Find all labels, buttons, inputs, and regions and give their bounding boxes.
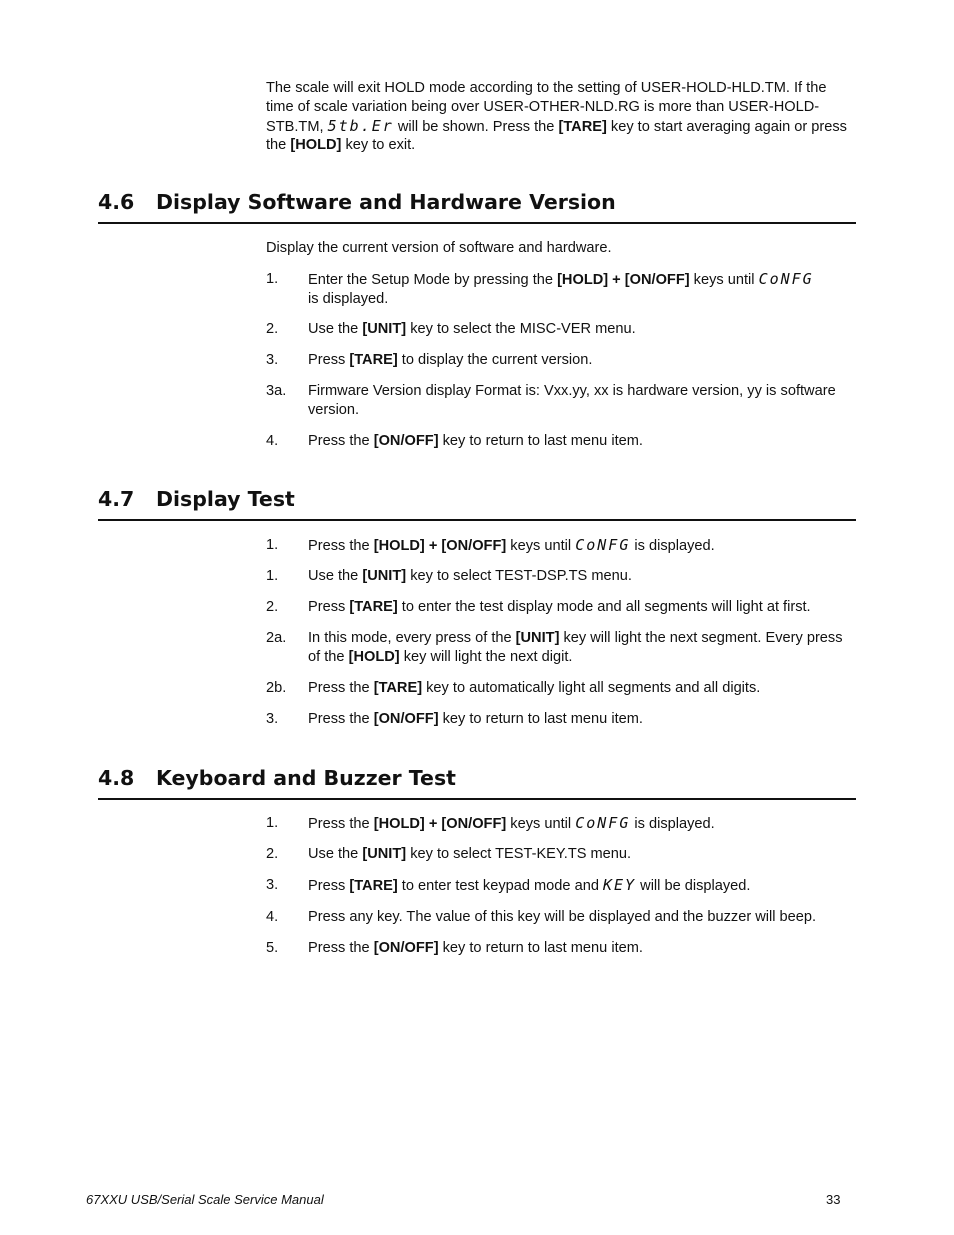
list-item: 2. Use the [UNIT] key to select the MISC-VER menu. xyxy=(266,321,636,337)
tare-key: [TARE] xyxy=(558,118,607,135)
list-item: 5. Press the [ON/OFF] key to return to last menu item. xyxy=(266,940,643,956)
page-number: 33 xyxy=(826,1192,841,1207)
list-item: 2. Use the [UNIT] key to select TEST-KEY.TS menu. xyxy=(266,846,632,862)
footer-title: 67XXU USB/Serial Scale Service Manual xyxy=(86,1192,324,1207)
list-item: 1. Enter the Setup Mode by pressing the [HOLD] + [ON/OFF] keys until CoNFG is displayed. xyxy=(266,270,814,307)
section-4-6-intro: Display the current version of software and hardware. xyxy=(266,240,612,256)
list-item: 3a. Firmware Version display Format is: Vxx.yy, xx is hardware version, yy is software version. xyxy=(266,383,836,418)
lcd-config-display: CoNFG xyxy=(575,814,631,832)
list-item: 3. Press [TARE] to enter test keypad mode and KEY will be displayed. xyxy=(266,876,751,894)
intro-paragraph: The scale will exit HOLD mode according to the setting of USER-HOLD-HLD.TM. If the time of scale variation being over USER-OTHER-NLD.RG is more than USER-HOLD-STB.TM, 5tb.Er will be shown. Press the [TARE] key to start averaging again or press the [HOLD] key to exit. xyxy=(266,80,847,154)
lcd-config-display: CoNFG xyxy=(758,270,814,288)
hold-key: [HOLD] xyxy=(290,137,342,154)
list-item: 1. Press the [HOLD] + [ON/OFF] keys until CoNFG is displayed. xyxy=(266,536,715,554)
lcd-config-display: CoNFG xyxy=(575,536,631,554)
section-4-7-heading: 4.7 Display Test xyxy=(98,486,856,521)
section-4-6-heading: 4.6 Display Software and Hardware Version xyxy=(98,189,856,224)
lcd-key-display: KEY xyxy=(603,876,637,894)
list-item: 3. Press the [ON/OFF] key to return to last menu item. xyxy=(266,711,643,727)
list-item: 1. Press the [HOLD] + [ON/OFF] keys until CoNFG is displayed. xyxy=(266,814,715,832)
list-item: 1. Use the [UNIT] key to select TEST-DSP.TS menu. xyxy=(266,568,632,584)
list-item: 2b. Press the [TARE] key to automatically light all segments and all digits. xyxy=(266,680,761,696)
list-item: 4. Press the [ON/OFF] key to return to last menu item. xyxy=(266,433,643,449)
list-item: 2a. In this mode, every press of the [UNIT] key will light the next segment. Every press of the [HOLD] key will light the next digit. xyxy=(266,630,843,665)
section-4-8-heading: 4.8 Keyboard and Buzzer Test xyxy=(98,765,856,800)
list-item: 2. Press [TARE] to enter the test display mode and all segments will light at first. xyxy=(266,599,811,615)
list-item: 4. Press any key. The value of this key will be displayed and the buzzer will beep. xyxy=(266,909,817,925)
list-item: 3. Press [TARE] to display the current version. xyxy=(266,352,593,368)
lcd-stber-display: 5tb.Er xyxy=(327,116,394,135)
